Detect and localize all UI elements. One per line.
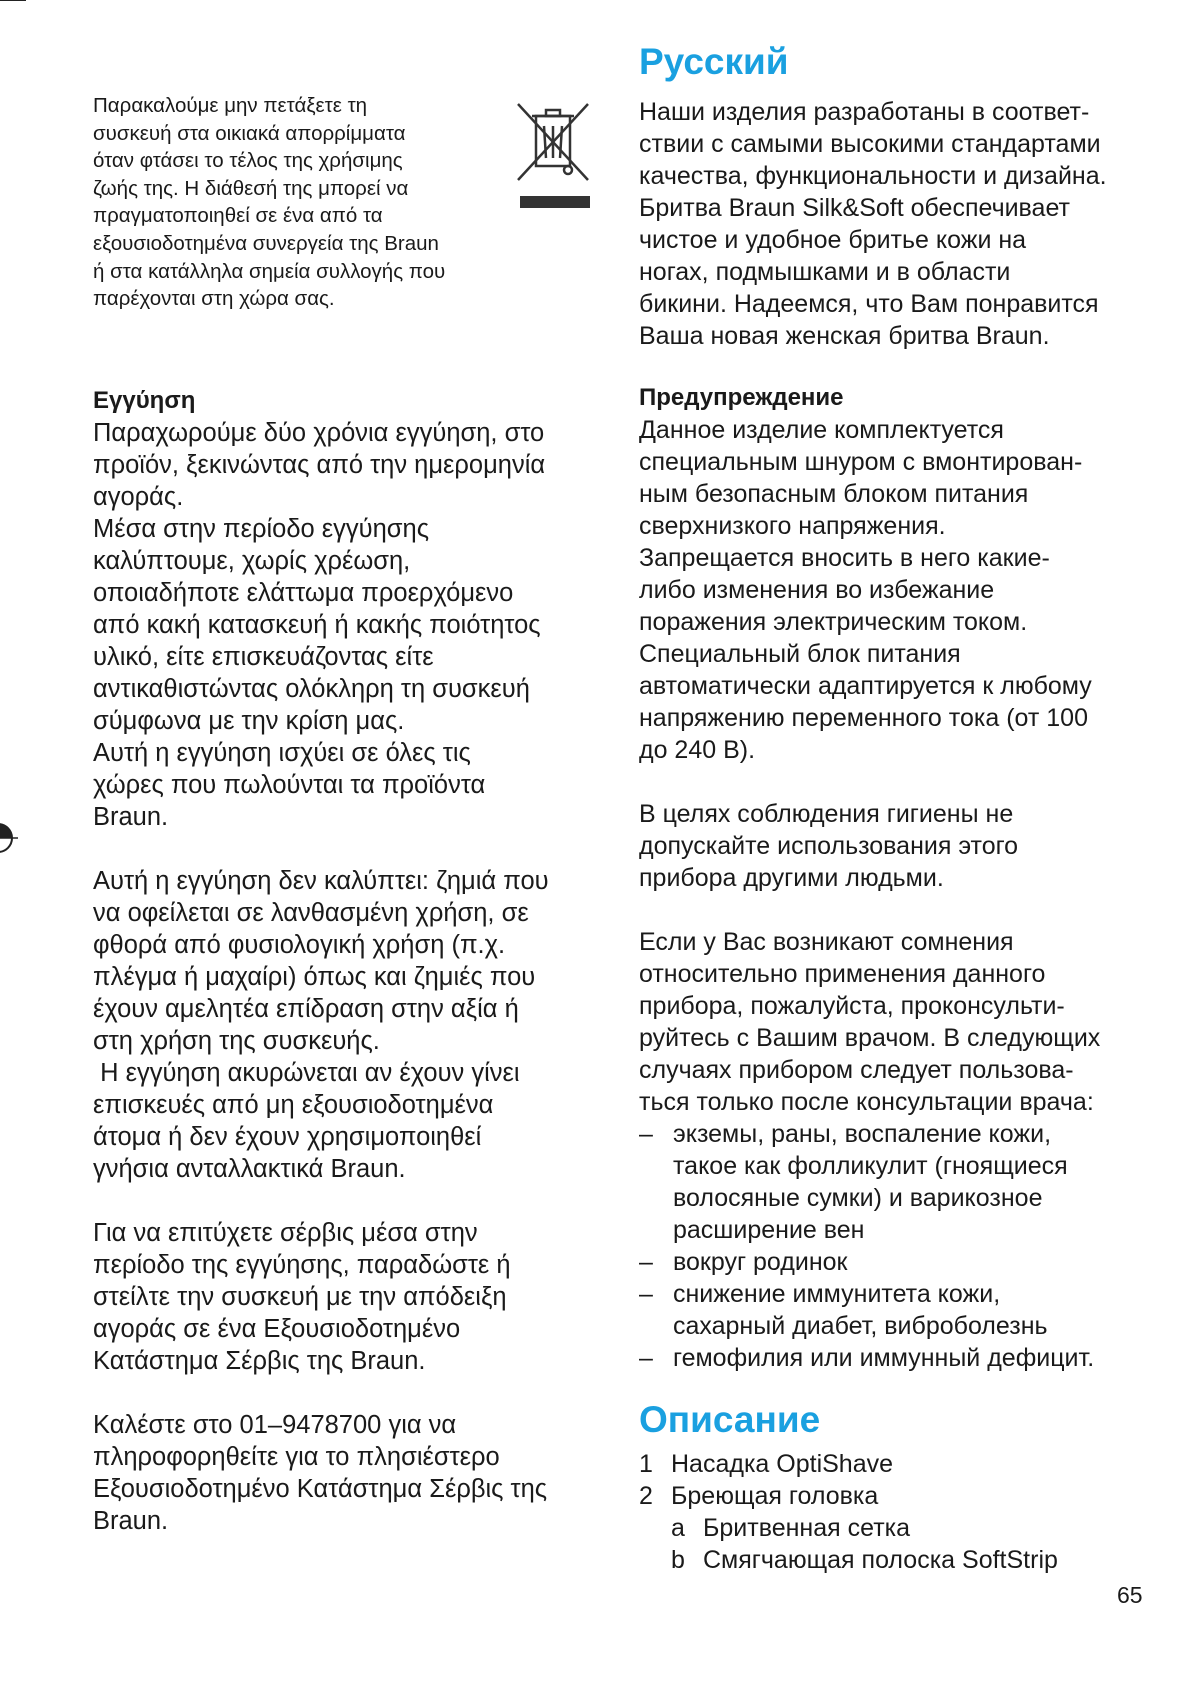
disposal-line: ή στα κατάλληλα σημεία συλλογής που xyxy=(93,259,446,283)
text-line: поражения электрическим током. xyxy=(639,608,1028,636)
list-item xyxy=(639,1246,1169,1278)
text-line: πληροφορηθείτε για το πλησιέστερο xyxy=(93,1443,500,1471)
text-line: στη χρήση της συσκευής. xyxy=(93,1027,380,1055)
text-line: В целях соблюдения гигиены не xyxy=(639,800,1014,828)
text-line: прибора другими людьми. xyxy=(639,864,944,892)
warning-heading: Предупреждение xyxy=(639,384,844,411)
text-line: αντικαθιστώντας ολόκληρη τη συσκευή xyxy=(93,675,530,703)
text-line: сахарный диабет, виброболезнь xyxy=(673,1312,1048,1340)
page-number: 65 xyxy=(1117,1582,1143,1608)
text-line: напряжению переменного тока (от 100 xyxy=(639,704,1088,732)
text-line: Если у Вас возникают сомнения xyxy=(639,928,1014,956)
text-line: автоматически адаптируется к любому xyxy=(639,672,1092,700)
text-line: Καλέστε στο 01–9478700 για να xyxy=(93,1411,457,1439)
warranty-heading: Εγγύηση xyxy=(93,387,196,414)
list-item xyxy=(639,1448,1169,1480)
text-line: ться только после консультации врача: xyxy=(639,1088,1094,1116)
warning-paragraph-3 xyxy=(639,926,1169,1118)
item-text: Насадка OptiShave xyxy=(671,1450,894,1478)
text-line: руйтесь с Вашим врачом. В следующих xyxy=(639,1024,1101,1052)
list-item xyxy=(639,1118,1169,1246)
disposal-line: ζωής της. Η διάθεσή της μπορεί να xyxy=(93,176,409,200)
text-line: Данное изделие комплектуется xyxy=(639,416,1004,444)
text-line: ным безопасным блоком питания xyxy=(639,480,1029,508)
dash-bullet: – xyxy=(639,1280,653,1308)
disposal-line: πραγματοποιηθεί σε ένα από τα xyxy=(93,204,383,228)
description-heading: Описание xyxy=(639,1399,821,1440)
text-line: случаях прибором следует пользова- xyxy=(639,1056,1074,1084)
warranty-paragraph-3 xyxy=(93,1217,613,1377)
text-line: Специальный блок питания xyxy=(639,640,961,668)
text-line: πλέγμα ή μαχαίρι) όπως και ζημιές που xyxy=(93,963,536,991)
disposal-line: εξουσιοδοτημένα συνεργεία της Braun xyxy=(93,231,439,255)
crossed-out-wheelie-bin-icon xyxy=(514,100,594,218)
list-item xyxy=(639,1342,1169,1374)
list-item xyxy=(639,1512,1169,1544)
text-line: περίοδο της εγγύησης, παραδώστε ή xyxy=(93,1251,511,1279)
text-line: να οφείλεται σε λανθασμένη χρήση, σε xyxy=(93,899,529,927)
item-text: Бритвенная сетка xyxy=(703,1514,911,1542)
text-line: такое как фолликулит (гноящиеся xyxy=(673,1152,1068,1180)
text-line: αγοράς σε ένα Εξουσιοδοτημένο xyxy=(93,1315,461,1343)
disposal-line: συσκευή στα οικιακά απορρίμματα xyxy=(93,121,406,145)
text-line: ногах, подмышками и в области xyxy=(639,258,1011,286)
text-line: οποιαδήποτε ελάττωμα προερχόμενο xyxy=(93,579,514,607)
text-line: Εξουσιοδοτημένο Κατάστημα Σέρβις της xyxy=(93,1475,548,1503)
text-line: επισκευές από μη εξουσιοδοτημένα xyxy=(93,1091,494,1119)
item-number: 2 xyxy=(639,1482,653,1510)
list-item-text: гемофилия или иммунный дефицит. xyxy=(673,1344,1095,1372)
contraindication-list xyxy=(639,1118,1169,1374)
text-line: φθορά από φυσιολογική χρήση (π.χ. xyxy=(93,931,506,959)
text-line: расширение вен xyxy=(673,1216,865,1244)
disposal-line: παρέχονται στη χώρα σας. xyxy=(93,287,335,311)
list-item-text xyxy=(673,1118,1068,1246)
warranty-paragraph-1 xyxy=(93,417,613,833)
description-list xyxy=(639,1448,1169,1576)
list-item xyxy=(639,1278,1169,1342)
item-letter: b xyxy=(671,1546,685,1574)
disposal-line: Παρακαλούμε μην πετάξετε τη xyxy=(93,94,368,117)
text-line: άτομα ή δεν έχουν χρησιμοποιηθεί xyxy=(93,1123,482,1151)
greek-warranty-section xyxy=(93,385,613,1537)
russian-section xyxy=(639,40,1169,1576)
text-line: Για να επιτύχετε σέρβις μέσα στην xyxy=(93,1219,478,1247)
item-number: 1 xyxy=(639,1450,653,1478)
text-line: έχουν αμελητέα επίδραση στην αξία ή xyxy=(93,995,519,1023)
list-item-text xyxy=(673,1278,1048,1342)
text-line: Η εγγύηση ακυρώνεται αν έχουν γίνει xyxy=(93,1059,520,1087)
text-line: στείλτε την συσκευή με την απόδειξη xyxy=(93,1283,507,1311)
item-text: Бреющая головка xyxy=(671,1482,879,1510)
text-line: χώρες που πωλούνται τα προϊόντα xyxy=(93,771,486,799)
text-line: сверхнизкого напряжения. xyxy=(639,512,946,540)
russian-title: Русский xyxy=(639,41,789,82)
text-line: Braun. xyxy=(93,803,169,831)
warning-paragraph-1 xyxy=(639,414,1169,766)
dash-bullet: – xyxy=(639,1120,653,1148)
disposal-line: όταν φτάσει το τέλος της χρήσιμης xyxy=(93,149,403,173)
text-line: Ваша новая женская бритва Braun. xyxy=(639,322,1050,350)
dash-bullet: – xyxy=(639,1248,653,1276)
text-line: Наши изделия разработаны в соответ- xyxy=(639,98,1090,126)
text-line: ствии с самыми высокими стандартами xyxy=(639,130,1101,158)
russian-intro xyxy=(639,96,1169,352)
text-line: Παραχωρούμε δύο χρόνια εγγύηση, στο xyxy=(93,419,545,447)
text-line: допускайте использования этого xyxy=(639,832,1019,860)
text-line: γνήσια ανταλλακτικά Braun. xyxy=(93,1155,406,1183)
text-line: до 240 В). xyxy=(639,736,756,764)
text-line: Αυτή η εγγύηση ισχύει σε όλες τις xyxy=(93,739,471,767)
text-line: αγοράς. xyxy=(93,483,184,511)
text-line: волосяные сумки) и варикозное xyxy=(673,1184,1043,1212)
text-line: качества, функциональности и дизайна. xyxy=(639,162,1107,190)
warranty-paragraph-4 xyxy=(93,1409,613,1537)
text-line: либо изменения во избежание xyxy=(639,576,995,604)
text-line: Бритва Braun Silk&Soft обеспечивает xyxy=(639,194,1070,222)
text-line: προϊόν, ξεκινώντας από την ημερομηνία xyxy=(93,451,546,479)
text-line: чистое и удобное бритье кожи на xyxy=(639,226,1027,254)
text-line: Αυτή η εγγύηση δεν καλύπτει: ζημιά που xyxy=(93,867,549,895)
list-item xyxy=(639,1480,1169,1512)
text-line: снижение иммунитета кожи, xyxy=(673,1280,1001,1308)
text-line: από κακή κατασκευή ή κακής ποιότητος xyxy=(93,611,541,639)
list-item xyxy=(639,1544,1169,1576)
dash-bullet: – xyxy=(639,1344,653,1372)
text-line: καλύπτουμε, χωρίς χρέωση, xyxy=(93,547,411,575)
text-line: σύμφωνα με την κρίση μας. xyxy=(93,707,405,735)
text-line: Μέσα στην περίοδο εγγύησης xyxy=(93,515,429,543)
text-line: специальным шнуром с вмонтирован- xyxy=(639,448,1083,476)
text-line: прибора, пожалуйста, проконсульти- xyxy=(639,992,1065,1020)
registration-mark-icon xyxy=(0,818,18,858)
text-line: экземы, раны, воспаление кожи, xyxy=(673,1120,1052,1148)
warranty-paragraph-2 xyxy=(93,865,613,1185)
item-text: Смягчающая полоска SoftStrip xyxy=(703,1546,1058,1574)
list-item-text: вокруг родинок xyxy=(673,1248,848,1276)
text-line: Κατάστημα Σέρβις της Braun. xyxy=(93,1347,426,1375)
crop-mark xyxy=(0,0,26,1)
text-line: бикини. Надеемся, что Вам понравится xyxy=(639,290,1099,318)
text-line: υλικό, είτε επισκευάζοντας είτε xyxy=(93,643,434,671)
text-line: Braun. xyxy=(93,1507,169,1535)
disposal-text xyxy=(93,92,513,313)
text-line: относительно применения данного xyxy=(639,960,1046,988)
item-letter: a xyxy=(671,1514,685,1542)
text-line: Запрещается вносить в него какие- xyxy=(639,544,1050,572)
warning-paragraph-2 xyxy=(639,798,1169,894)
